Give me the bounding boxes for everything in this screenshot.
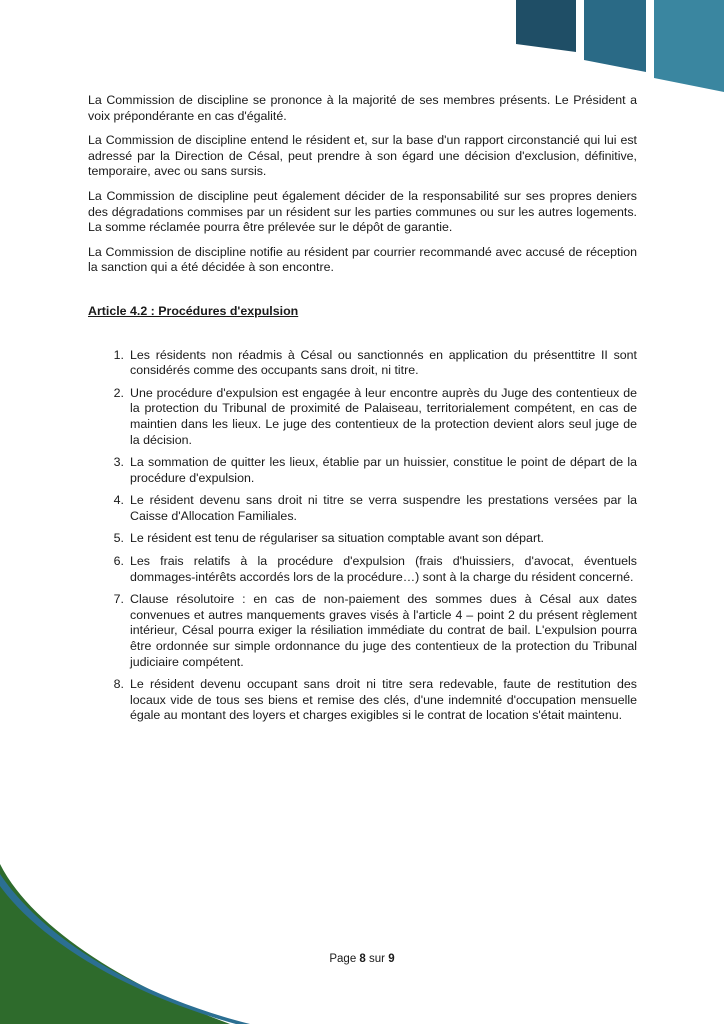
footer-green-shape — [0, 864, 230, 1024]
page-content — [88, 93, 637, 731]
list-text: Le résident devenu occupant sans droit ni titre sera redevable, faute de restitution des locaux vide de tous ses biens et remise des clés, d'une indemnité d'occupation mensuelle égale au montant des loyers et charges exigibles si le contrat de location s'était maintenu. — [130, 677, 637, 723]
list-text: Les frais relatifs à la procédure d'expulsion (frais d'huissiers, d'avocat, éventuels dommages-intérêts accordés lors de la procédure…) sont à la charge du résident concerné. — [130, 554, 637, 584]
list-number: 6. — [113, 554, 124, 569]
page-total: 9 — [388, 953, 395, 965]
list-item — [88, 554, 637, 585]
list-number: 3. — [113, 455, 124, 470]
list-number: 8. — [113, 677, 124, 692]
list-number: 4. — [113, 493, 124, 508]
header-bar-1 — [516, 0, 576, 52]
page-number: 8 — [359, 953, 366, 965]
list-item — [88, 592, 637, 670]
paragraph-hearing: La Commission de discipline entend le résident et, sur la base d'un rapport circonstancié qui lui est adressé par la Direction de Césal, peut prendre à son égard une décision d'exclusion, définitive, temporaire, avec ou sans sursis. — [88, 133, 637, 179]
page-footer — [0, 953, 724, 965]
header-bar-2 — [584, 0, 646, 72]
list-number: 7. — [113, 592, 124, 607]
footer-decoration — [0, 864, 260, 1024]
procedure-list — [88, 348, 637, 724]
list-item — [88, 386, 637, 448]
list-item — [88, 455, 637, 486]
list-text: La sommation de quitter les lieux, établie par un huissier, constitue le point de départ de la procédure d'expulsion. — [130, 455, 637, 485]
list-text: Le résident est tenu de régulariser sa situation comptable avant son départ. — [130, 531, 544, 546]
list-text: Clause résolutoire : en cas de non-paiement des sommes dues à Césal aux dates convenues et autres manquements graves visés à l'article 4 – point 2 du présent règlement intérieur, Césal pourra exiger la résiliation immédiate du contrat de bail. L'expulsion pourra être ordonnée sur simple ordonnance du juge des contentieux de la protection du Tribunal judiciaire compétent. — [130, 592, 637, 669]
header-bar-3 — [654, 0, 724, 92]
list-item — [88, 493, 637, 524]
list-item — [88, 348, 637, 379]
list-number: 2. — [113, 385, 124, 400]
paragraph-damages: La Commission de discipline peut également décider de la responsabilité sur ses propres deniers des dégradations commises par un résident sur les parties communes ou sur les autres logements. La somme réclamée pourra être prélevée sur le dépôt de garantie. — [88, 188, 637, 235]
list-text: Le résident devenu sans droit ni titre se verra suspendre les prestations versées par la Caisse d'Allocation Familiales. — [130, 493, 637, 523]
article-heading: Article 4.2 : Procédures d'expulsion — [88, 303, 299, 318]
of-label: sur — [369, 953, 386, 965]
list-text: Les résidents non réadmis à Césal ou sanctionnés en application du présenttitre II sont considérés comme des occupants sans droit, ni titre. — [130, 347, 637, 378]
paragraph-notification: La Commission de discipline notifie au résident par courrier recommandé avec accusé de réception la sanction qui a été décidée à son encontre. — [88, 244, 637, 275]
list-item — [88, 531, 637, 547]
list-item — [88, 677, 637, 724]
list-number: 5. — [113, 531, 124, 546]
paragraph-majority: La Commission de discipline se prononce à la majorité de ses membres présents. Le Président a voix prépondérante en cas d'égalité. — [88, 93, 637, 123]
list-text: Une procédure d'expulsion est engagée à leur encontre auprès du Juge des contentieux de la protection du Tribunal de proximité de Palaiseau, territorialement compétent, en cas de maintien dans les lieux. Le juge des contentieux de la protection devient alors seul juge de la décision. — [130, 385, 637, 447]
list-number: 1. — [113, 347, 124, 362]
page-label: Page — [329, 953, 357, 965]
